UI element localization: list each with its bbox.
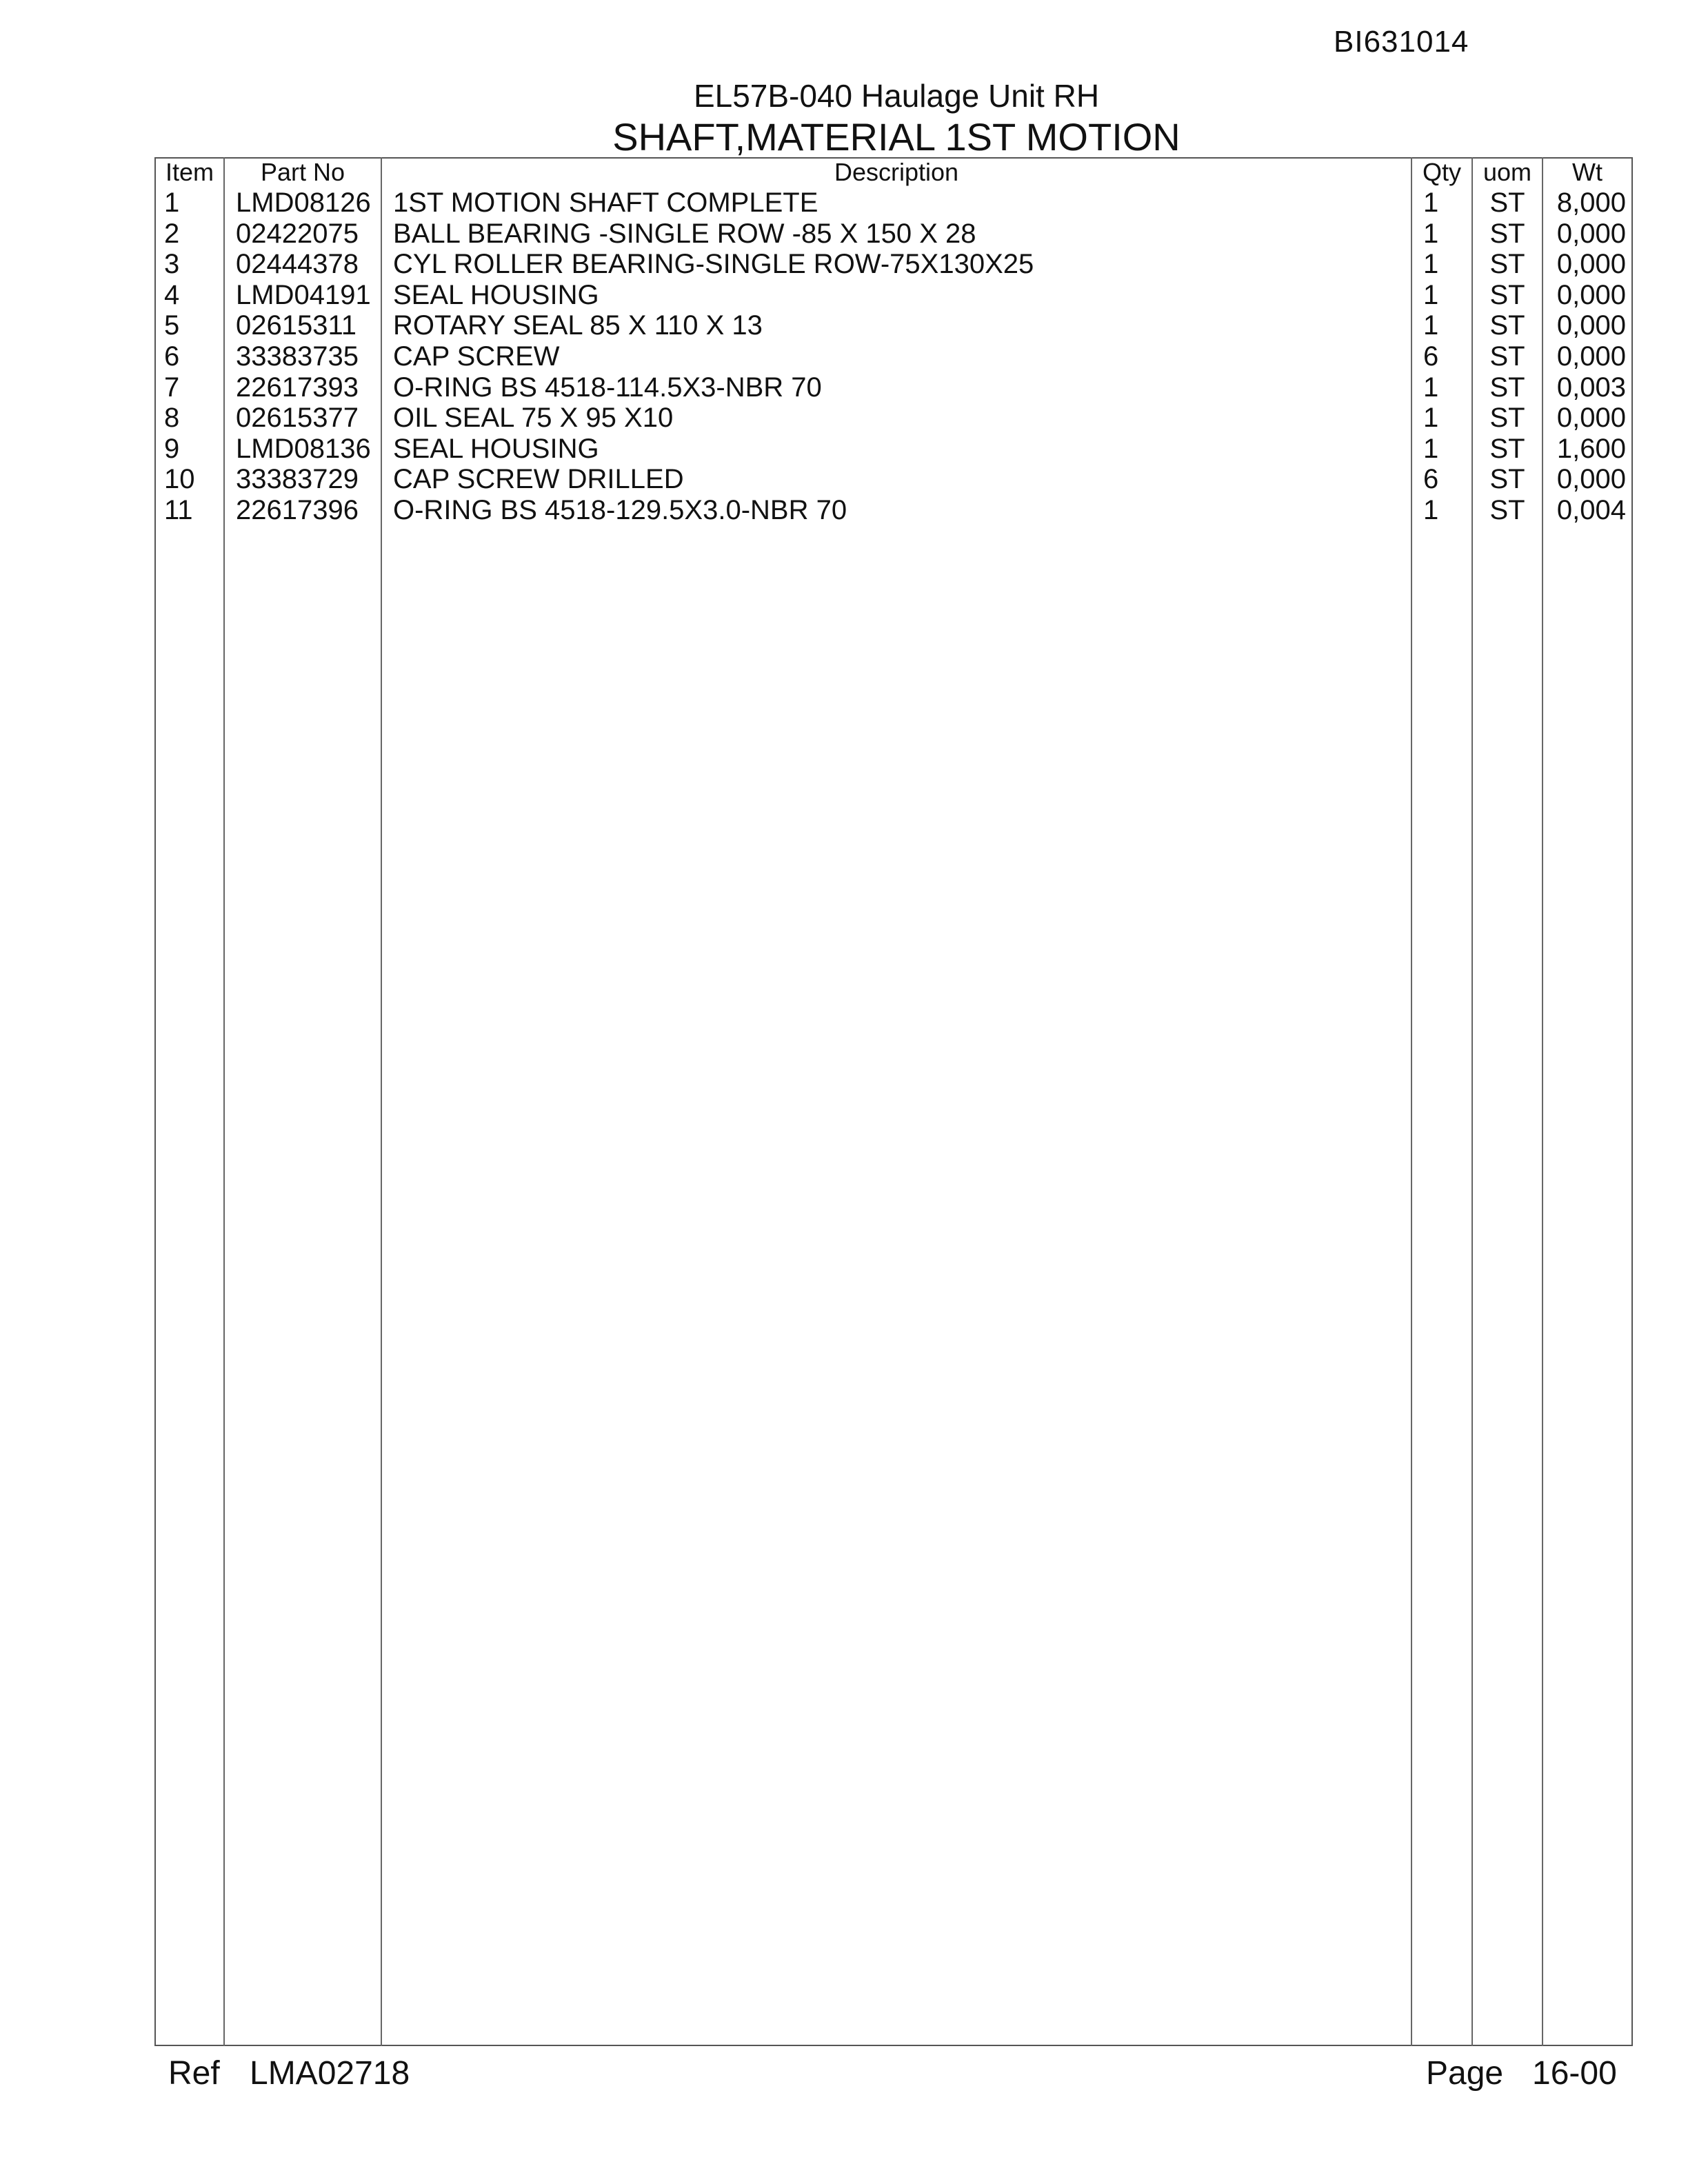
cell-item: 3 — [164, 249, 180, 280]
cell-item: 6 — [164, 341, 180, 372]
cell-qty: 1 — [1423, 403, 1439, 434]
header-qty: Qty — [1422, 158, 1461, 186]
cell-wt: 0,000 — [1556, 341, 1626, 372]
cell-item: 4 — [164, 279, 180, 310]
column-divider — [381, 157, 382, 2046]
cell-description: SEAL HOUSING — [393, 279, 599, 310]
cell-wt: 0,000 — [1556, 464, 1626, 495]
cell-wt: 0,000 — [1556, 279, 1626, 310]
cell-qty: 1 — [1423, 372, 1439, 403]
column-divider — [223, 157, 225, 2046]
cell-description: OIL SEAL 75 X 95 X10 — [393, 403, 674, 434]
document-id: BI631014 — [1334, 25, 1469, 59]
cell-qty: 1 — [1423, 279, 1439, 310]
cell-wt: 8,000 — [1556, 188, 1626, 218]
cell-uom: ST — [1489, 188, 1525, 218]
cell-item: 2 — [164, 218, 180, 249]
cell-part-no: LMD04191 — [236, 279, 371, 310]
cell-uom: ST — [1489, 249, 1525, 280]
cell-part-no: 33383735 — [236, 341, 359, 372]
header-item: Item — [165, 158, 214, 186]
cell-description: BALL BEARING -SINGLE ROW -85 X 150 X 28 — [393, 218, 976, 249]
cell-qty: 1 — [1423, 188, 1439, 218]
cell-part-no: 33383729 — [236, 464, 359, 495]
cell-item: 8 — [164, 403, 180, 434]
cell-description: 1ST MOTION SHAFT COMPLETE — [393, 188, 818, 218]
cell-wt: 0,000 — [1556, 249, 1626, 280]
header-description: Description — [834, 158, 959, 186]
header-uom: uom — [1483, 158, 1532, 186]
cell-description: O-RING BS 4518-114.5X3-NBR 70 — [393, 372, 822, 403]
cell-description: CYL ROLLER BEARING-SINGLE ROW-75X130X25 — [393, 249, 1034, 280]
cell-qty: 1 — [1423, 218, 1439, 249]
cell-wt: 0,000 — [1556, 403, 1626, 434]
cell-part-no: 22617393 — [236, 372, 359, 403]
footer-ref-label: Ref — [168, 2055, 220, 2092]
cell-part-no: 02422075 — [236, 218, 359, 249]
cell-qty: 1 — [1423, 433, 1439, 464]
cell-item: 1 — [164, 188, 180, 218]
document-subtitle: SHAFT,MATERIAL 1ST MOTION — [612, 115, 1180, 159]
footer-page-value: 16-00 — [1532, 2055, 1617, 2092]
cell-wt: 0,003 — [1556, 372, 1626, 403]
column-divider — [1411, 157, 1412, 2046]
cell-description: ROTARY SEAL 85 X 110 X 13 — [393, 310, 763, 341]
cell-uom: ST — [1489, 433, 1525, 464]
cell-wt: 1,600 — [1556, 433, 1626, 464]
cell-uom: ST — [1489, 310, 1525, 341]
cell-qty: 1 — [1423, 310, 1439, 341]
cell-uom: ST — [1489, 403, 1525, 434]
header-part-no: Part No — [260, 158, 345, 186]
header-wt: Wt — [1572, 158, 1602, 186]
cell-item: 11 — [164, 495, 193, 525]
cell-part-no: 02615377 — [236, 403, 359, 434]
cell-description: O-RING BS 4518-129.5X3.0-NBR 70 — [393, 495, 847, 525]
cell-part-no: 02615311 — [236, 310, 356, 341]
cell-item: 10 — [164, 464, 195, 495]
cell-wt: 0,004 — [1556, 495, 1626, 525]
cell-qty: 1 — [1423, 495, 1439, 525]
cell-uom: ST — [1489, 218, 1525, 249]
cell-uom: ST — [1489, 341, 1525, 372]
cell-item: 9 — [164, 433, 180, 464]
footer-page-label: Page — [1426, 2055, 1504, 2092]
cell-wt: 0,000 — [1556, 218, 1626, 249]
cell-qty: 1 — [1423, 249, 1439, 280]
cell-item: 7 — [164, 372, 180, 403]
cell-description: SEAL HOUSING — [393, 433, 599, 464]
document-title: EL57B-040 Haulage Unit RH — [693, 78, 1100, 114]
cell-qty: 6 — [1423, 341, 1439, 372]
cell-item: 5 — [164, 310, 180, 341]
cell-uom: ST — [1489, 279, 1525, 310]
cell-qty: 6 — [1423, 464, 1439, 495]
cell-uom: ST — [1489, 372, 1525, 403]
cell-uom: ST — [1489, 495, 1525, 525]
cell-description: CAP SCREW DRILLED — [393, 464, 684, 495]
cell-uom: ST — [1489, 464, 1525, 495]
cell-part-no: 22617396 — [236, 495, 359, 525]
cell-part-no: LMD08136 — [236, 433, 371, 464]
cell-description: CAP SCREW — [393, 341, 560, 372]
cell-part-no: LMD08126 — [236, 188, 371, 218]
cell-wt: 0,000 — [1556, 310, 1626, 341]
cell-part-no: 02444378 — [236, 249, 359, 280]
footer-ref-value: LMA02718 — [250, 2055, 410, 2092]
